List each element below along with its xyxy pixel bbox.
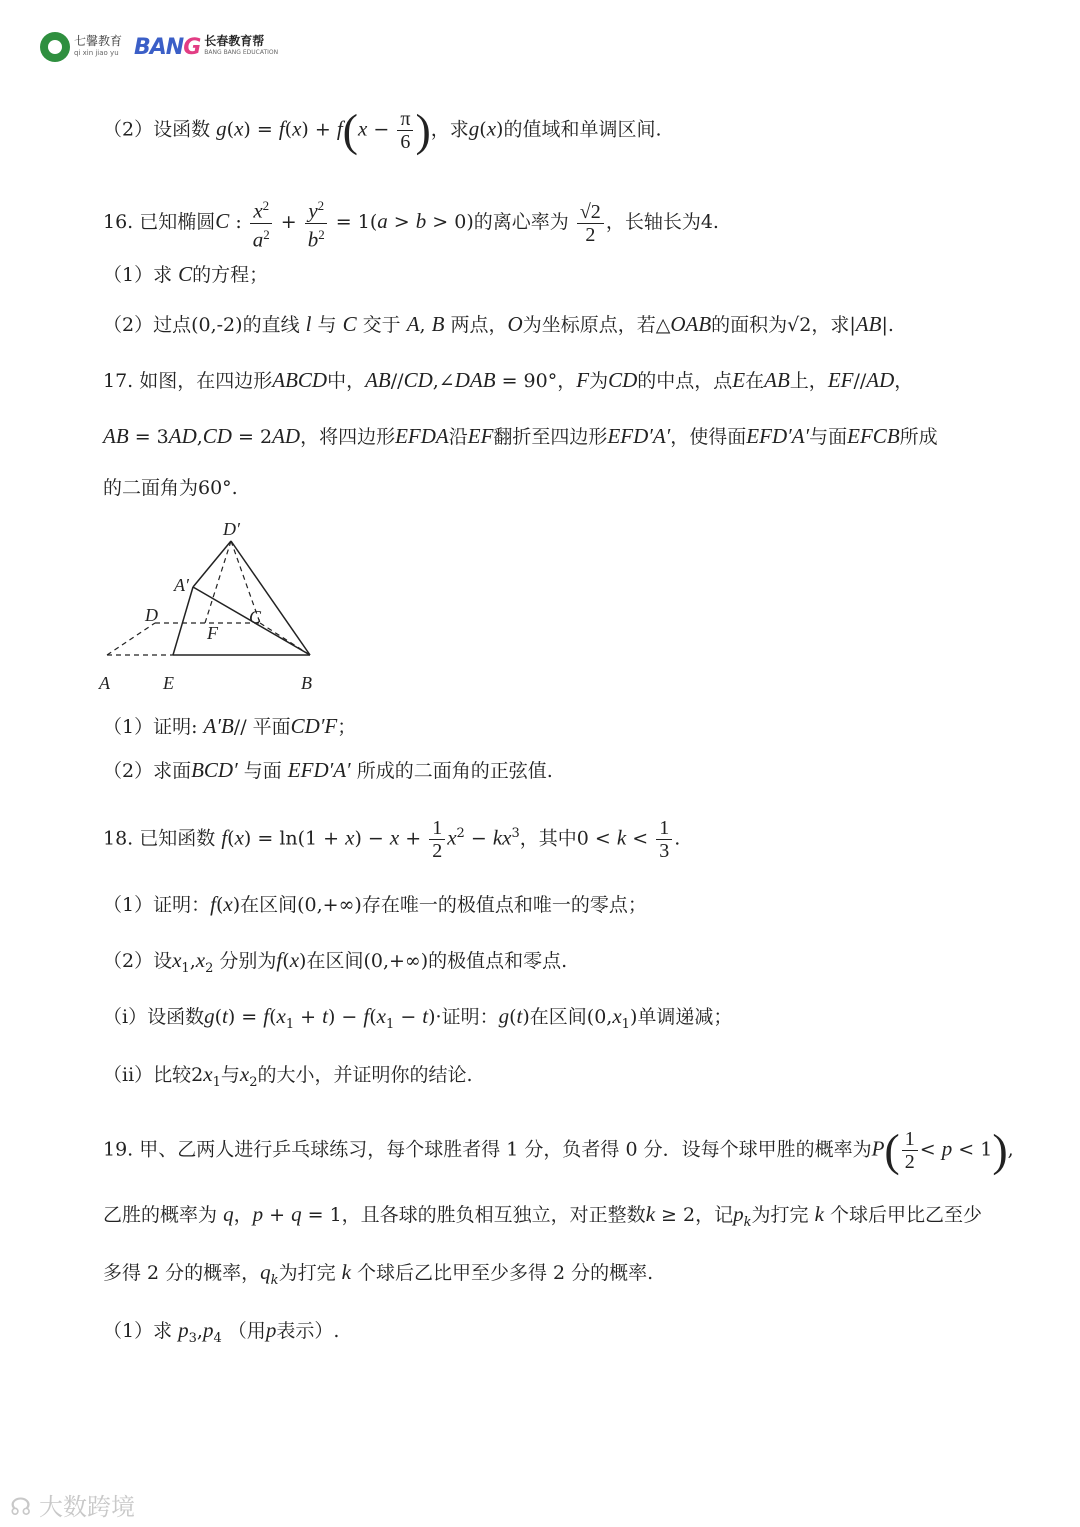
q16-part1: （1）求 C的方程； — [103, 262, 269, 286]
label-D-prime: D′ — [223, 519, 240, 539]
q17-part1: （1）证明: A′B// 平面CD′F； — [103, 714, 357, 738]
q18-stem: 18. 已知函数 f(x) = ln(1 + x) − x + $\frac{1}{2}$ $x^2 - kx^3$，其中0 < k < $\frac{1}{3}$ . — [103, 817, 681, 862]
q19-stem-line2: 乙胜的概率为 q，p + q = 1，且各球的胜负相互独立，对正整数k ≥ 2，记$p_k$为打完 k 个球后甲比乙至少 — [103, 1202, 982, 1230]
watermark: ☊ 大数跨境 — [10, 1493, 135, 1521]
q17-stem-line2: AB = 3AD,CD = 2AD，将四边形EFDA沿EF翻折至四边形EFD′A′，使得面EFD′A′与面EFCB所成 — [103, 424, 938, 448]
label-A-prime: A′ — [174, 575, 189, 595]
qixin-logo-icon — [40, 32, 70, 62]
q19-part1: （1）求 $p_3,p_4$ （用p表示）. — [103, 1318, 340, 1346]
q17-stem-line1: 17. 如图，在四边形ABCD中，AB//CD,∠DAB = 90°，F为CD的中点，点E在AB上，EF//AD， — [103, 368, 914, 392]
changchun-logo-text: 长春教育帮 BANG BANG EDUCATION — [204, 34, 279, 56]
label-C: C — [249, 607, 262, 627]
q17-stem-line3: 的二面角为60°. — [103, 477, 238, 499]
label-F: F — [207, 623, 218, 643]
q15-part2: （2）设函数 g(x) = f(x) + f(x − $\frac{\pi}{6}$ )，求g(x)的值域和单调区间. — [103, 104, 662, 156]
watermark-icon: ☊ — [10, 1493, 32, 1521]
bang-logo: BANG — [134, 34, 201, 60]
q19-stem-line1: 19. 甲、乙两人进行乒乓球练习，每个球胜者得 1 分，负者得 0 分．设每个球甲胜的概率为P( $\frac{1}{2}$ < p < 1), — [103, 1124, 1014, 1176]
qixin-logo-text: 七馨教育 qi xin jiao yu — [74, 34, 123, 57]
edge-D'B — [231, 541, 310, 655]
header-logos — [40, 30, 278, 64]
label-D: D — [145, 605, 158, 625]
q17-part2: （2）求面BCD′ 与面 EFD′A′ 所成的二面角的正弦值. — [103, 758, 553, 782]
q18-part1: （1）证明：f(x)在区间(0,+∞)存在唯一的极值点和唯一的零点； — [103, 892, 647, 916]
edge-EA' — [173, 587, 193, 655]
q17-geometry-figure — [95, 515, 335, 695]
q16-part2: （2）过点(0,-2)的直线 l 与 C 交于 A, B 两点，O为坐标原点，若△OAB的面积为√2，求|AB|. — [103, 312, 894, 336]
q18-part2: （2）设$x_1,x_2$ 分别为f(x)在区间(0,+∞)的极值点和零点. — [103, 948, 568, 976]
edge-A'D' — [193, 541, 231, 587]
q16-stem: 16. 已知椭圆C : $\frac{x^2}{a^2}$ + $\frac{y^2}{b^2}$ = 1(a > b > 0)的离心率为 $\frac{√2}{2}$ ，长轴长为4. — [103, 195, 719, 251]
label-B: B — [301, 673, 312, 693]
q19-stem-line3: 多得 2 分的概率，$q_k$为打完 k 个球后乙比甲至少多得 2 分的概率. — [103, 1260, 654, 1288]
label-E: E — [163, 673, 174, 693]
edge-D'F — [205, 541, 231, 623]
q18-sub-i: （i）设函数$g(t) = f(x_1 + t) - f(x_1 - t)\cdot$证明：g(t)在区间$(0,x_1)$单调递减； — [103, 1004, 733, 1032]
label-A: A — [99, 673, 110, 693]
q18-sub-ii: （ii）比较$2x_1$与$x_2$的大小，并证明你的结论. — [103, 1062, 473, 1090]
edge-AD — [107, 623, 155, 655]
